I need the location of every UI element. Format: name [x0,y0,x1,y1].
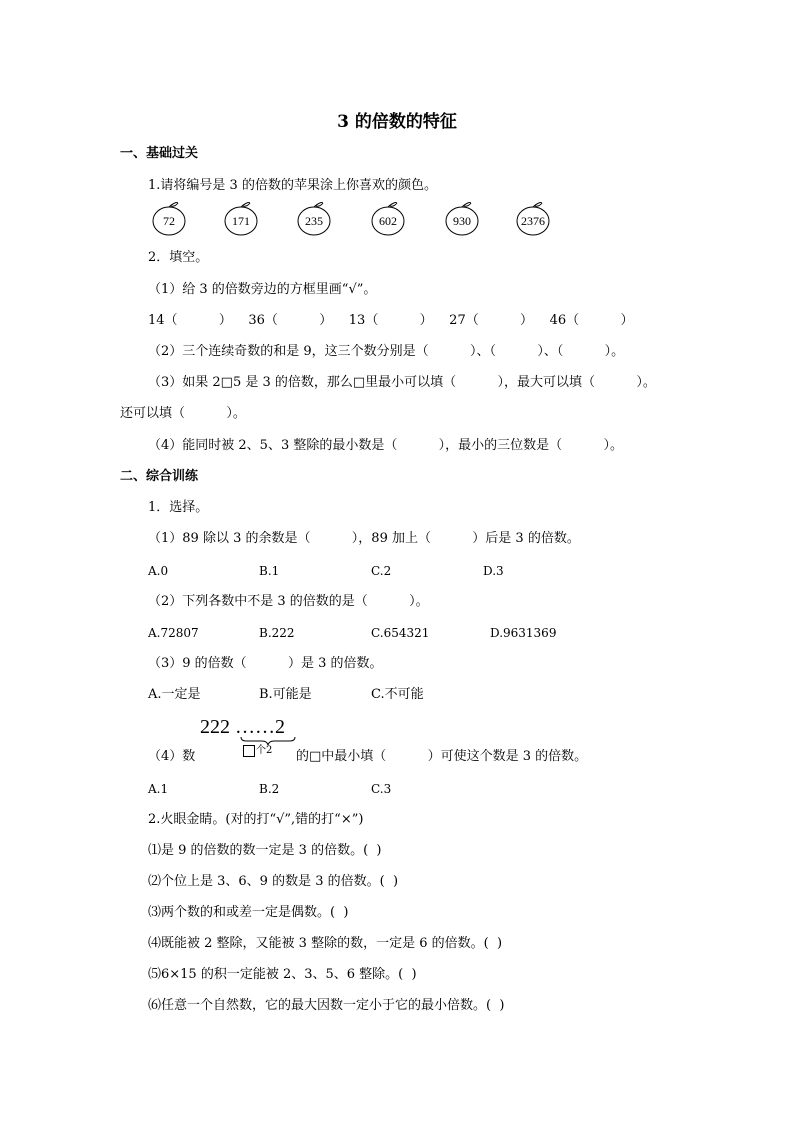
judgment-item[interactable]: ⑴是 9 的倍数的数一定是 3 的倍数。( ) [148,843,382,858]
choice-4-text[interactable]: 的□中最小填（ ）可使这个数是 3 的倍数。 [296,749,588,764]
number-figure [200,716,310,766]
apple-2[interactable] [223,202,265,238]
choice-2-option-d[interactable]: D.9631369 [490,626,557,640]
section2-heading: 二、综合训练 [120,469,199,484]
figure-count: 个2 [256,745,273,756]
choice-1-option-c[interactable]: C.2 [371,564,392,578]
apple-5[interactable] [444,202,486,238]
apple-number: 930 [453,214,471,228]
choice-4-option-b[interactable]: B.2 [259,782,280,796]
choice-1-option-a[interactable]: A.0 [148,564,169,578]
q2-3-text[interactable]: （3）如果 2□5 是 3 的倍数，那么□里最小可以填（ ），最大可以填（ ）。 [148,375,656,390]
judgment-item[interactable]: ⑶两个数的和或差一定是偶数。( ) [148,905,349,920]
choice-2-option-a[interactable]: A.72807 [148,626,199,640]
choice-4-prefix: （4）数 [148,749,196,764]
s2-q2-text: 2.火眼金睛。(对的打“√”,错的打“×”) [148,812,364,827]
apple-number: 602 [379,214,397,228]
apple-1[interactable] [151,202,193,238]
apple-number: 72 [163,214,175,228]
judgment-item[interactable]: ⑷既能被 2 整除，又能被 3 整除的数，一定是 6 的倍数。( ) [148,936,503,951]
choice-1-option-b[interactable]: B.1 [259,564,280,578]
choice-3-option-b[interactable]: B.可能是 [259,687,312,702]
apple-6[interactable] [515,202,557,238]
section1-heading: 一、基础过关 [120,146,199,161]
choice-1-option-d[interactable]: D.3 [483,564,504,578]
q1-text: 1.请将编号是 3 的倍数的苹果涂上你喜欢的颜色。 [148,178,437,193]
choice-3-text[interactable]: （3）9 的倍数（ ）是 3 的倍数。 [148,656,383,671]
apple-number: 171 [232,214,250,228]
choice-1-text[interactable]: （1）89 除以 3 的余数是（ ），89 加上（ ）后是 3 的倍数。 [148,531,580,546]
apple-number: 235 [305,214,323,228]
choice-2-text[interactable]: （2）下列各数中不是 3 的倍数的是（ ）。 [148,594,429,609]
choice-4-option-a[interactable]: A.1 [148,782,169,796]
choice-2-option-c[interactable]: C.654321 [371,626,430,640]
judgment-item[interactable]: ⑸6×15 的积一定能被 2、3、5、6 整除。( ) [148,967,417,982]
page-title: 3 的倍数的特征 [337,112,457,132]
choice-3-option-a[interactable]: A.一定是 [148,687,201,702]
q2-2-text[interactable]: （2）三个连续奇数的和是 9，这三个数分别是（ ）、（ ）、（ ）。 [148,344,625,359]
apple-number: 2376 [521,214,545,228]
q2-1-items[interactable]: 14（ ） 36（ ） 13（ ） 27（ ） 46（ ） [148,313,634,328]
apple-4[interactable] [370,202,412,238]
q2-text: 2．填空。 [148,250,209,265]
choice-2-option-b[interactable]: B.222 [259,626,295,640]
figure-number: 222 ……2 [200,716,285,738]
judgment-item[interactable]: ⑹任意一个自然数，它的最大因数一定小于它的最小倍数。( ) [148,998,505,1013]
apple-3[interactable] [296,202,338,238]
judgment-item[interactable]: ⑵个位上是 3、6、9 的数是 3 的倍数。( ) [148,874,399,889]
q2-4-text[interactable]: （4）能同时被 2、5、3 整除的最小数是（ ），最小的三位数是（ ）。 [148,438,623,453]
s2-q1-text: 1．选择。 [148,500,209,515]
choice-3-option-c[interactable]: C.不可能 [371,687,424,702]
blank-square-icon [243,745,255,757]
q2-1-text: （1）给 3 的倍数旁边的方框里画“√”。 [148,282,377,297]
choice-4-option-c[interactable]: C.3 [371,782,392,796]
q2-3-continuation[interactable]: 还可以填（ ）。 [120,406,246,421]
